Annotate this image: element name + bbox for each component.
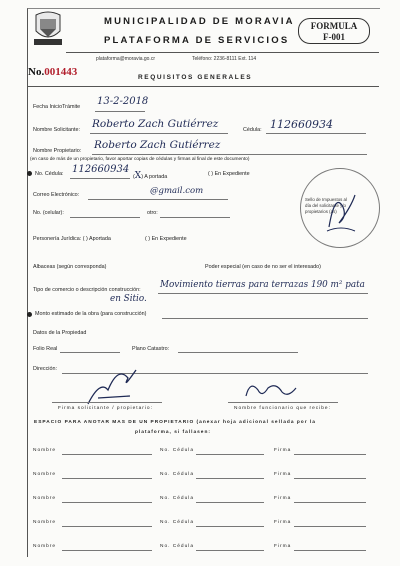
owner-firma-label: Firma [274, 544, 292, 549]
personeria-option[interactable]: Personería Jurídica: ( ) Aportada [33, 236, 111, 242]
poder-label: Poder especial (en caso de no ser el interesado) [205, 264, 321, 270]
owner-cedula-line [196, 454, 264, 455]
solicitante-label: Nombre Solicitante: [33, 127, 81, 133]
header-phone: Teléfono: 2236-8111 Ext. 114 [192, 56, 257, 62]
owner-firma-line [294, 550, 366, 551]
owner-firma-label: Firma [274, 496, 292, 501]
doc-number-prefix: No. [28, 66, 45, 78]
header-line1: MUNICIPALIDAD DE MORAVIA [104, 16, 295, 27]
owner-cedula-line [196, 550, 264, 551]
espacio-line2: plataforma, si fallasen: [135, 430, 211, 435]
propiedad-label: Datos de la Propiedad [33, 330, 87, 336]
title-rule [27, 86, 379, 87]
header-line2: PLATAFORMA DE SERVICIOS [104, 35, 290, 46]
owner-cedula-label: No. Cédula [160, 448, 194, 453]
folio-label: Folio Real [33, 346, 58, 352]
owner-firma-line [294, 454, 366, 455]
propietario-label: Nombre Propietario: [33, 148, 82, 154]
comercio-label: Tipo de comercio o descripción construcción: [33, 287, 141, 293]
albaceas-label: Albaceas (según corresponda) [33, 264, 107, 270]
formula-code: F-001 [323, 32, 345, 42]
solicitante-line [90, 133, 228, 134]
owner-nombre-label: Nombre [33, 520, 57, 525]
owner-cedula-line [196, 526, 264, 527]
no-cedula-line [70, 178, 130, 179]
propietario-line [92, 154, 367, 155]
owner-cedula-label: No. Cédula [160, 496, 194, 501]
direccion-label: Dirección: [33, 366, 57, 372]
owner-firma-label: Firma [274, 520, 292, 525]
owner-firma-label: Firma [274, 472, 292, 477]
owner-nombre-line [62, 502, 152, 503]
owner-nombre-line [62, 526, 152, 527]
comercio-value-1[interactable]: Movimiento tierras para terrazas 190 m² pata [160, 280, 365, 290]
no-cedula-value[interactable]: 112660934 [72, 164, 130, 175]
owner-firma-line [294, 478, 366, 479]
owner-nombre-line [62, 550, 152, 551]
celular-label: No. (celular): [33, 210, 64, 216]
stamp-signature-icon [321, 187, 361, 237]
espacio-line1: ESPACIO PARA ANOTAR MAS DE UN PROPIETARIO (anexar hoja adicional sellada por la [34, 420, 316, 425]
propietario-note: (en caso de más de un propietario, favor aportar copias de cédulas y firmas al final de este documento) [30, 157, 250, 162]
correo-value[interactable]: @gmail.com [150, 186, 204, 196]
comercio-line-1 [158, 293, 368, 294]
header-rule [66, 52, 379, 53]
celular-line [70, 217, 140, 218]
monto-label: Monto estimado de la obra (para construcción) [35, 311, 147, 317]
owner-cedula-label: No. Cédula [160, 472, 194, 477]
otro-label: otro: [147, 210, 158, 216]
stamp-line1: Sello de Impuestos al [305, 197, 347, 202]
owner-firma-line [294, 526, 366, 527]
aportada-option[interactable]: (X) A portada [133, 171, 168, 181]
punch-mark [27, 171, 32, 176]
owner-firma-label: Firma [274, 448, 292, 453]
cedula-label: Cédula: [243, 127, 262, 133]
plano-label: Plano Catastro: [132, 346, 170, 352]
fecha-label: Fecha InicioTrámite [33, 104, 81, 110]
tax-stamp [300, 168, 380, 248]
funcionario-line [228, 402, 338, 403]
owner-cedula-label: No. Cédula [160, 544, 194, 549]
otro-line [160, 217, 230, 218]
municipal-crest-icon [30, 9, 66, 49]
plano-line [178, 352, 298, 353]
correo-label: Correo Electrónico: [33, 192, 80, 198]
fecha-line [95, 111, 145, 112]
funcionario-label: Nombre funcionario que recibe: [234, 406, 331, 411]
aportada-label: ) A portada [141, 174, 168, 180]
stamp-line3: propietarios (as) [305, 209, 337, 214]
solicitante-value[interactable]: Roberto Zach Gutiérrez [92, 118, 219, 130]
owner-cedula-line [196, 502, 264, 503]
comercio-value-2[interactable]: en Sitio. [110, 294, 147, 304]
owner-nombre-line [62, 478, 152, 479]
doc-title: REQUISITOS GENERALES [138, 74, 253, 81]
fecha-value[interactable]: 13-2-2018 [97, 96, 149, 107]
aportada-check-mark: X [134, 171, 142, 181]
owner-firma-line [294, 502, 366, 503]
no-cedula-label: No. Cédula: [35, 171, 64, 177]
propietario-value[interactable]: Roberto Zach Gutiérrez [94, 139, 221, 151]
owner-nombre-line [62, 454, 152, 455]
doc-number [28, 66, 77, 78]
owner-nombre-label: Nombre [33, 544, 57, 549]
personeria-expediente-option[interactable]: ( ) En Expediente [145, 236, 187, 242]
cedula-line [266, 133, 366, 134]
owner-nombre-label: Nombre [33, 448, 57, 453]
formula-label: FORMULA [310, 21, 358, 31]
firma-solicitante-label: Firma solicitante / propietario: [58, 406, 153, 411]
doc-number-value: 001443 [44, 66, 78, 78]
expediente-option[interactable]: ( ) En Expediente [208, 171, 250, 177]
stamp-line2: día del solicitante y/o [305, 203, 347, 208]
punch-mark-2 [27, 312, 32, 317]
correo-line [88, 199, 228, 200]
cedula-value[interactable]: 112660934 [270, 118, 333, 131]
firma-solicitante-line [52, 402, 162, 403]
formula-box [298, 18, 370, 44]
owner-nombre-label: Nombre [33, 472, 57, 477]
folio-line [60, 352, 120, 353]
owner-cedula-label: No. Cédula [160, 520, 194, 525]
owner-cedula-line [196, 478, 264, 479]
monto-line [162, 318, 368, 319]
owner-nombre-label: Nombre [33, 496, 57, 501]
header-email: plataforma@moravia.go.cr [96, 56, 155, 62]
